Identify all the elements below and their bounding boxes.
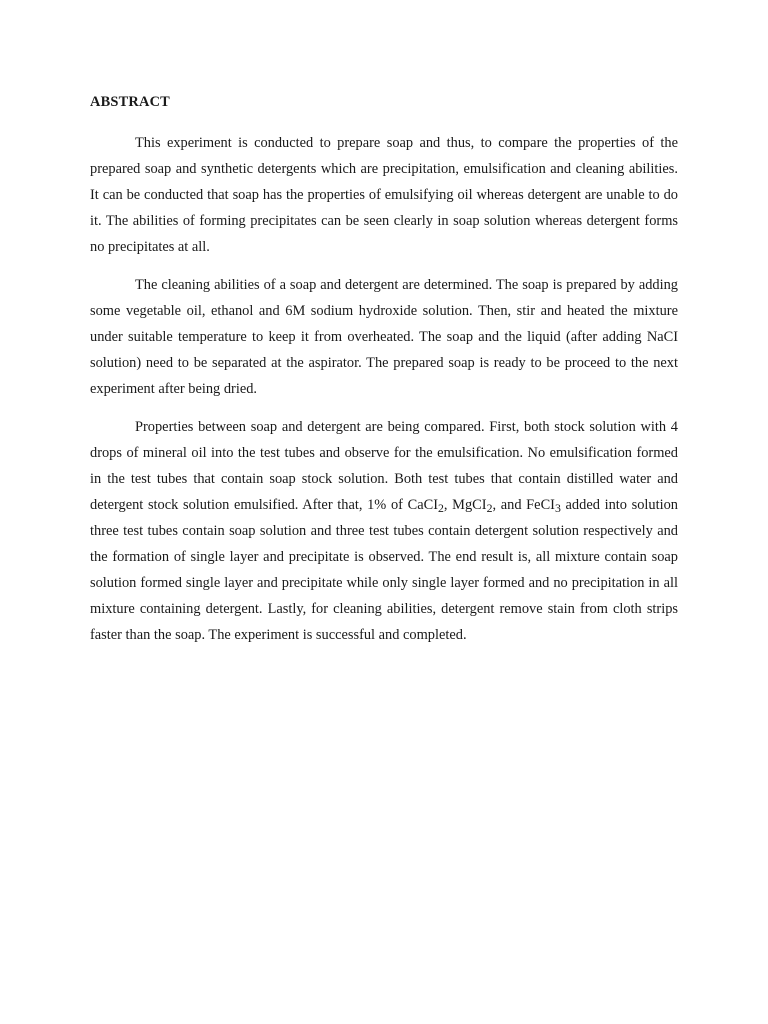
paragraph-3-text-c: , and FeCI [492,497,555,513]
abstract-paragraph-2: The cleaning abilities of a soap and detergent are determined. The soap is prepared by adding some vegetable oil, ethanol and 6M sodium hydroxide solution. Then, stir and heated the mixture under suitable temperature to keep it from overheated. The soap and the liquid (after adding NaCI solution) need to be separated at the aspirator. The prepared soap is ready to be proceed to the next experiment after being dried. [90,277,678,397]
subscript-cacl2: 2 [438,500,444,515]
paragraph-3-text-b: , MgCI [443,497,487,513]
abstract-paragraph-1: This experiment is conducted to prepare soap and thus, to compare the properties of the prepared soap and synthetic detergents which are precipitation, emulsification and cleaning abilities. It can be conducted that soap has the properties of emulsifying oil whereas detergent are unable to do it. The abilities of forming precipitates can be seen clearly in soap solution whereas detergent forms no precipitates at all. [90,135,678,255]
abstract-paragraph-3 [90,414,678,648]
document-body [90,88,678,648]
paragraph-3-text-a: Properties between soap and detergent are being compared. First, both stock solution with 4 drops of mineral oil into the test tubes and observe for the emulsification. No emulsification formed in the test tubes that contain soap stock solution. Both test tubes that contain distilled water and detergent stock solution emulsified. After that, 1% of CaCI [90,419,678,513]
section-heading: ABSTRACT [90,94,170,110]
paragraph-3-text-d: added into solution three test tubes contain soap solution and three test tubes contain detergent solution respectively and the formation of single layer and precipitate is observed. The end result is, all mixture contain soap solution formed single layer and precipitate while only single layer formed and no precipitation in all mixture containing detergent. Lastly, for cleaning abilities, detergent remove stain from cloth strips faster than the soap. The experiment is successful and completed. [90,497,678,643]
subscript-fecl3: 3 [554,500,561,515]
subscript-mgcl2: 2 [486,500,493,515]
